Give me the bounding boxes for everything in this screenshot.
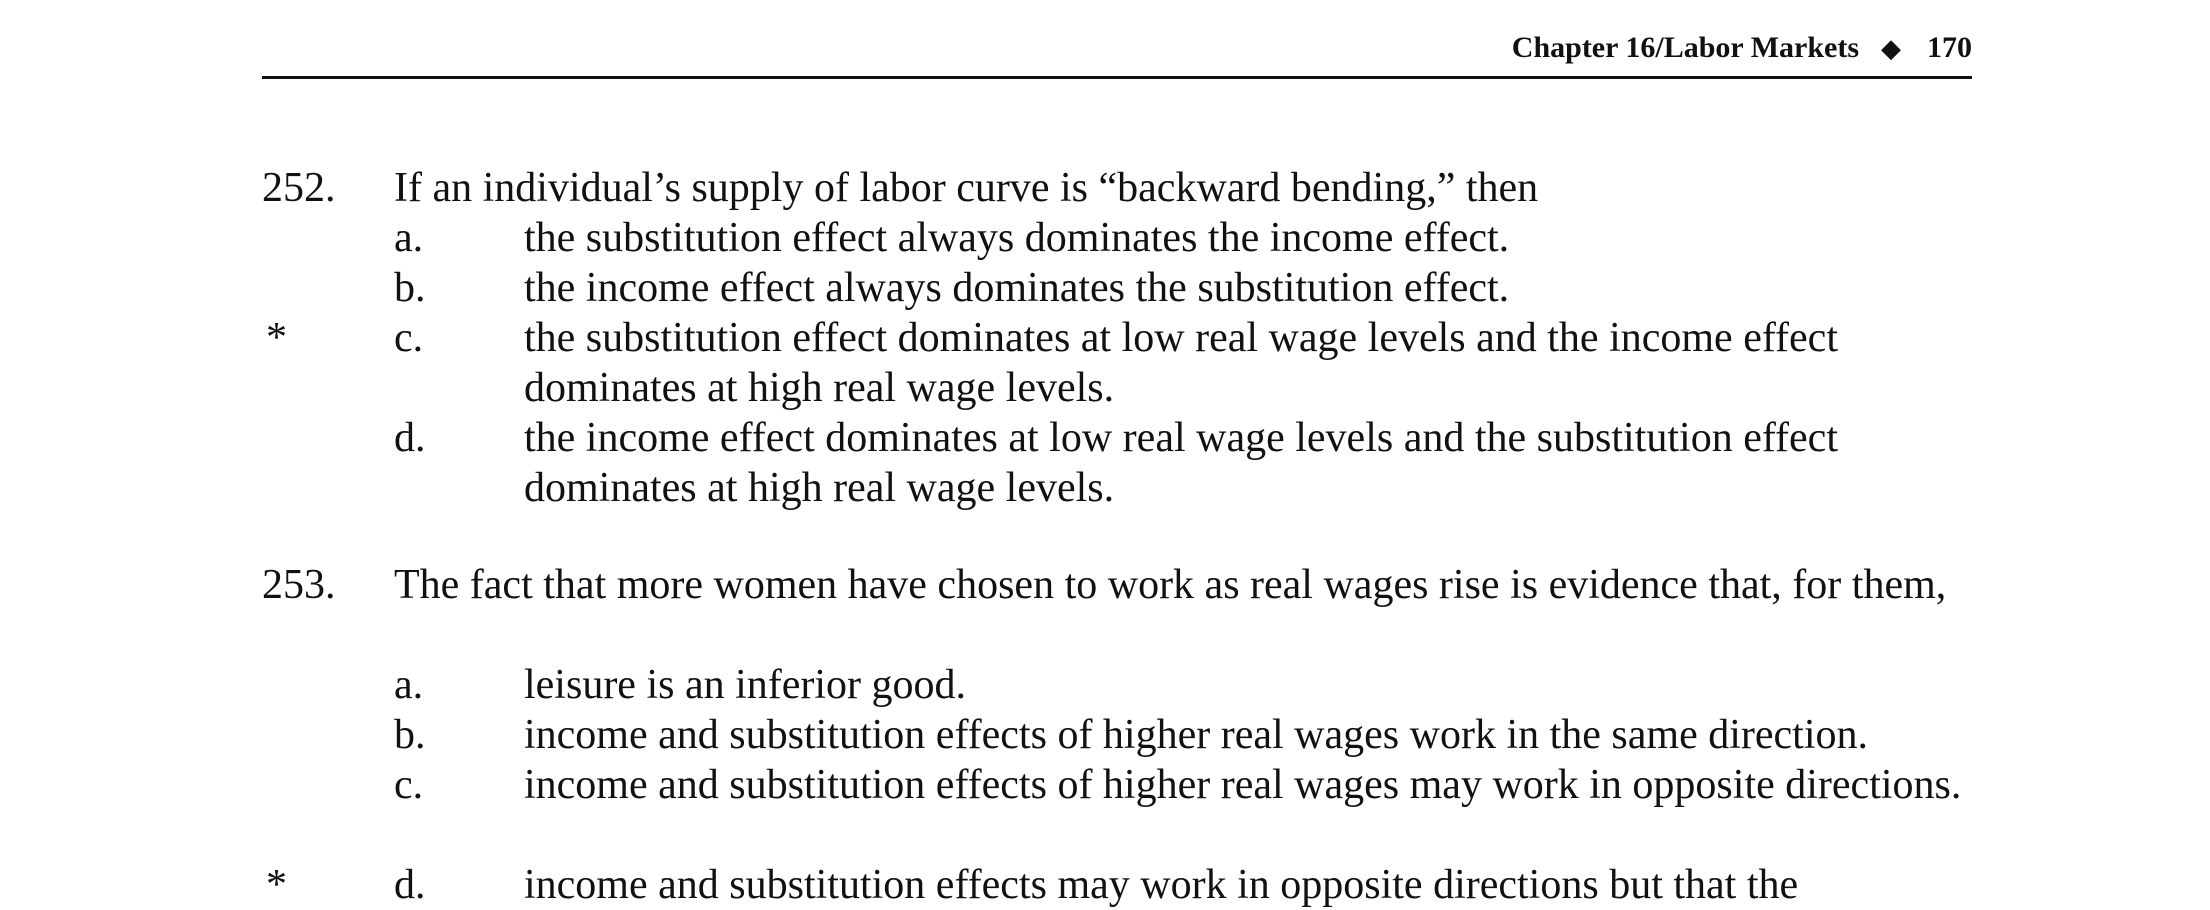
page-number: 170	[1927, 31, 1972, 64]
question-number: 252.	[262, 165, 336, 211]
option-text: leisure is an inferior good.	[524, 662, 967, 708]
answer-option-b	[262, 710, 1982, 760]
correct-answer-marker: *	[266, 315, 287, 361]
option-letter: d.	[394, 415, 426, 461]
answer-option-a	[262, 660, 1982, 710]
answer-option-b	[262, 263, 1982, 313]
question-stem: The fact that more women have chosen to work as real wages rise is evidence that, for them,	[394, 562, 1947, 608]
diamond-separator-icon: ◆	[1881, 34, 1901, 63]
option-text: the income effect dominates at low real wage levels and the substitution effect dominates at high real wage levels.	[524, 415, 1838, 511]
question-252	[262, 163, 1982, 513]
option-text: income and substitution effects of higher real wages may work in opposite directions.	[524, 762, 1962, 808]
question-stem-row	[262, 560, 1982, 660]
option-letter: b.	[394, 265, 426, 311]
answer-option-c	[262, 760, 1982, 860]
answer-option-d	[262, 413, 1982, 513]
question-253	[262, 560, 1982, 910]
option-text: the substitution effect always dominates the income effect.	[524, 215, 1510, 261]
question-stem-row	[262, 163, 1982, 213]
option-letter: a.	[394, 662, 424, 708]
page-header	[262, 28, 1972, 79]
option-text: income and substitution effects may work in opposite directions but that the	[524, 862, 1799, 908]
chapter-title: Chapter 16/Labor Markets	[1511, 31, 1859, 64]
answer-option-a	[262, 213, 1982, 263]
option-letter: b.	[394, 712, 426, 758]
running-head	[1512, 28, 1972, 69]
correct-answer-marker: *	[266, 862, 287, 908]
answer-option-d	[262, 860, 1982, 910]
question-number: 253.	[262, 562, 336, 608]
option-letter: d.	[394, 862, 426, 908]
answer-option-c	[262, 313, 1982, 413]
question-stem: If an individual’s supply of labor curve is “backward bending,” then	[394, 165, 1539, 211]
option-text: income and substitution effects of higher real wages work in the same direction.	[524, 712, 1868, 758]
option-letter: c.	[394, 315, 424, 361]
option-letter: a.	[394, 215, 424, 261]
option-letter: c.	[394, 762, 424, 808]
option-text: the substitution effect dominates at low real wage levels and the income effect dominates at high real wage levels.	[524, 315, 1838, 411]
option-text: the income effect always dominates the substitution effect.	[524, 265, 1510, 311]
